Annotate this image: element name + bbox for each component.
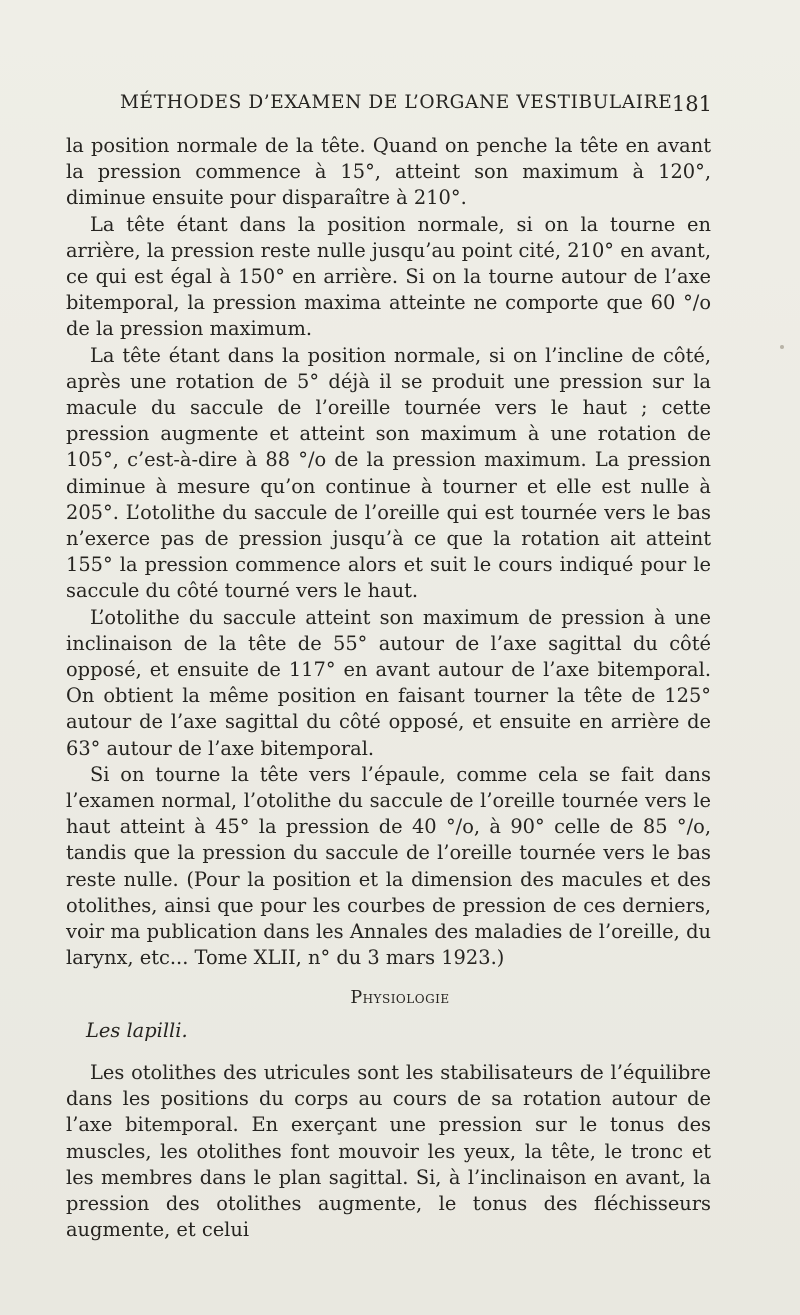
paragraph: La tête étant dans la position normale, si on l’incline de côté, après une rotation de 5° déjà il se produit une pression sur la macule du saccule de l’oreille tournée vers le haut ; cette pression augmente et atteint son maximum à une rotation de 105°, c’est-à-dire à 88 °/o de la pression maximum. La pression diminue à mesure qu’on continue à tourner et elle est nulle à 205°. L’otolithe du saccule de l’oreille qui est tournée vers le bas n’exerce pas de pression jusqu’à ce que la rotation ait atteint 155° la pression commence alors et suit le cours indiqué pour le saccule du côté tourné vers le haut. bbox=[66, 343, 711, 603]
main-text bbox=[66, 133, 711, 972]
paragraph: L’otolithe du saccule atteint son maximum de pression à une inclinaison de la tête de 55° autour de l’axe sagittal du côté opposé, et ensuite de 117° en avant autour de l’axe bitemporal. On obtient la même position en faisant tourner la tête de 125° autour de l’axe sagittal du côté opposé, et ensuite en arrière de 63° autour de l’axe bitemporal. bbox=[66, 605, 711, 760]
paper-speck bbox=[780, 345, 784, 349]
section-heading: Physiologie bbox=[350, 988, 450, 1008]
paragraph: Les otolithes des utricules sont les stabilisateurs de l’équilibre dans les positions du corps au cours de sa rotation autour de l’axe bitemporal. En exerçant une pression sur le tonus des muscles, les otolithes font mouvoir les yeux, la tête, le tronc et les membres dans le plan sagittal. Si, à l’inclinaison en avant, la pression des otolithes augmente, le tonus des fléchisseurs augmente, et celui bbox=[66, 1061, 711, 1242]
subsection-heading: Les lapilli. bbox=[86, 1019, 188, 1042]
page-number: 181 bbox=[671, 92, 712, 116]
running-header bbox=[120, 92, 712, 120]
paragraph: La tête étant dans la position normale, si on la tourne en arrière, la pression reste nulle jusqu’au point cité, 210° en avant, ce qui est égal à 150° en arrière. Si on la tourne autour de l’axe bitemporal, la pression maxima atteinte ne comporte que 60 °/o de la pression maximum. bbox=[66, 212, 711, 341]
running-title: MÉTHODES D’EXAMEN DE L’ORGANE VESTIBULAIRE bbox=[120, 92, 673, 113]
paragraph: la position normale de la tête. Quand on penche la tête en avant la pression commence à 15°, atteint son maximum à 120°, diminue ensuite pour disparaître à 210°. bbox=[66, 134, 711, 210]
paragraph: Si on tourne la tête vers l’épaule, comme cela se fait dans l’examen normal, l’otolithe du saccule de l’oreille tournée vers le haut atteint à 45° la pression de 40 °/o, à 90° celle de 85 °/o, tandis que la pression du saccule de l’oreille tournée vers le bas reste nulle. (Pour la position et la dimension des macules et des otolithes, ainsi que pour les courbes de pression de ces derniers, voir ma publication dans les Annales des maladies de l’oreille, du larynx, etc... Tome XLII, n° du 3 mars 1923.) bbox=[66, 762, 711, 970]
section-text bbox=[66, 1060, 711, 1243]
